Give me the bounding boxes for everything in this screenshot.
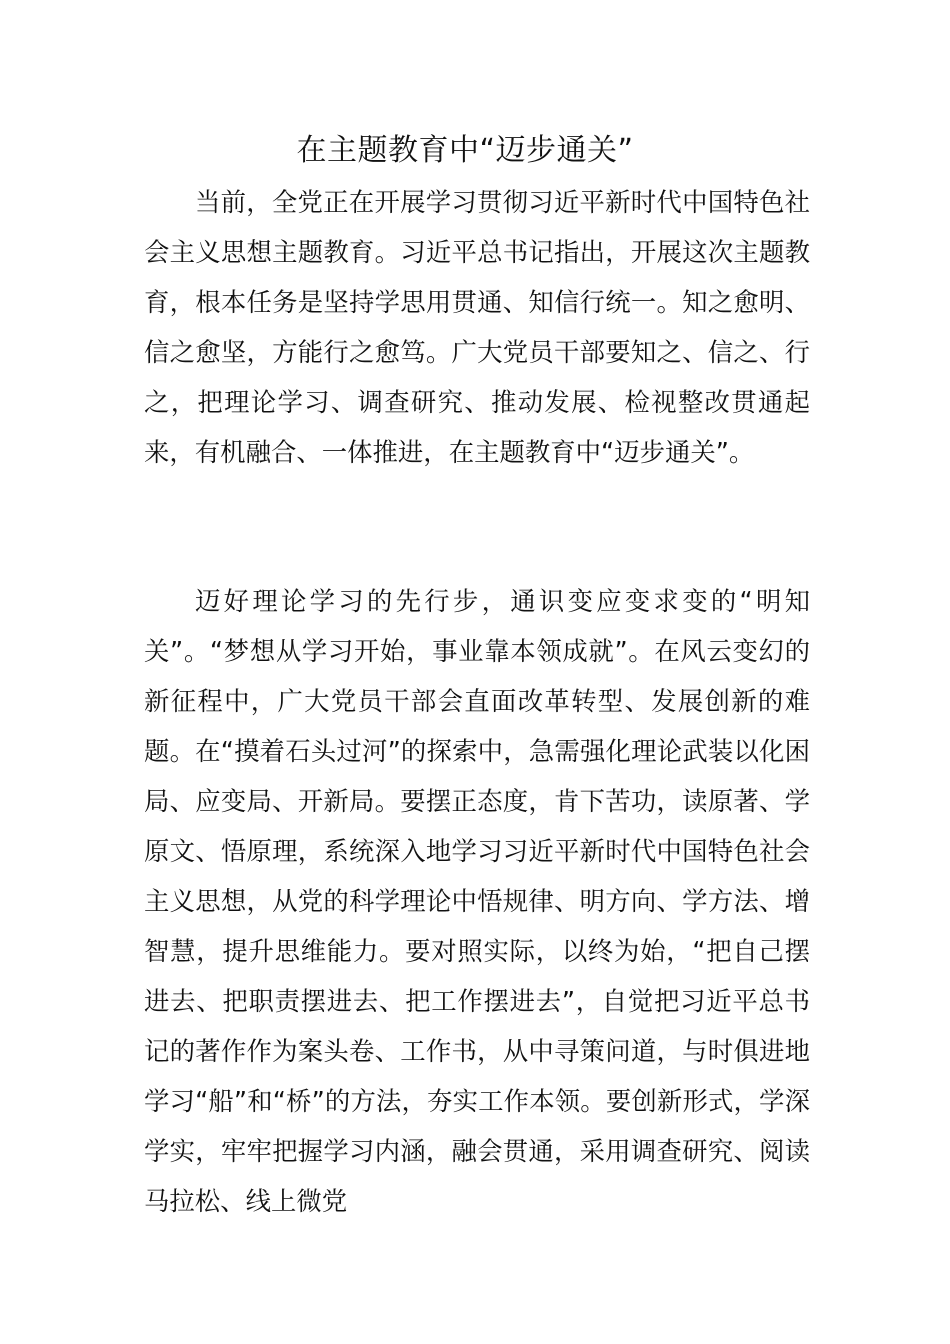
paragraph-theory-study: 迈好理论学习的先行步，通识变应变求变的“明知关”。“梦想从学习开始，事业靠本领成就”。在风云变幻的新征程中，广大党员干部会直面改革转型、发展创新的难题。在“摸着石头过河”的探索中，急需强化理论武装以化困局、应变局、开新局。要摆正态度，肯下苦功，读原著、学原文、悟原理，系统深入地学习习近平新时代中国特色社会主义思想，从党的科学理论中悟规律、明方向、学方法、增智慧，提升思维能力。要对照实际，以终为始，“把自己摆进去、把职责摆进去、把工作摆进去”，自觉把习近平总书记的著作作为案头卷、工作书，从中寻策问道，与时俱进地学习“船”和“桥”的方法，夯实工作本领。要创新形式，学深学实，牢牢把握学习内涵，融会贯通，采用调查研究、阅读马拉松、线上微党 [144, 586, 810, 1216]
paragraph-intro: 当前，全党正在开展学习贯彻习近平新时代中国特色社会主义思想主题教育。习近平总书记指出，开展这次主题教育，根本任务是坚持学思用贯通、知信行统一。知之愈明、信之愈坚，方能行之愈笃。广大党员干部要知之、信之、行之，把理论学习、调查研究、推动发展、检视整改贯通起来，有机融合、一体推进，在主题教育中“迈步通关”。 [144, 187, 810, 467]
document-title: 在主题教育中“迈步通关” [296, 133, 634, 168]
